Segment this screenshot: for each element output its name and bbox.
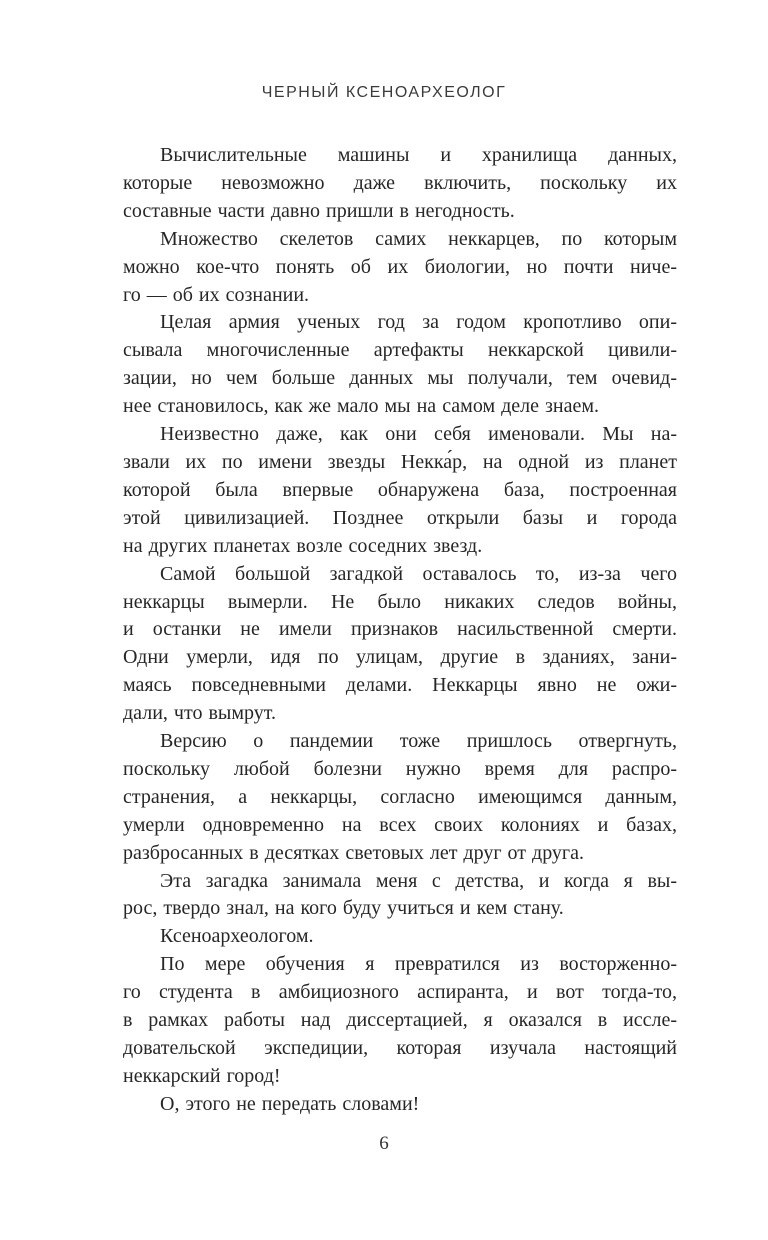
text-line: этой цивилизацией. Позднее открыли базы и города [123,506,677,529]
text-line: маясь повседневными делами. Неккарцы явно не ожи- [123,674,677,697]
text-line: сывала многочисленные артефакты неккарской цивили- [123,339,677,362]
text-line: Целая армия ученых год за годом кропотливо опи- [160,311,677,334]
text-line: Вычислительные машины и хранилища данных, [160,144,677,166]
text-line: О, этого не передать словами! [160,1092,420,1115]
paragraph [123,561,677,728]
text-line: довательской экспедиции, которая изучала настоящий [123,1037,677,1059]
text-line: которой была впервые обнаружена база, построенная [123,478,677,501]
text-line: Одни умерли, идя по улицам, другие в зданиях, зани- [123,646,677,669]
paragraph [123,923,677,951]
text-line: неккарский город! [123,1064,281,1087]
text-line: Самой большой загадкой оставалось то, из-за чего [160,562,677,585]
text-line: дали, что вымрут. [123,702,276,725]
text-line: звали их по имени звезды Некка́р, на одной из планет [123,450,677,473]
text-line: го — об их сознании. [123,283,310,306]
text-line: в рамках работы над диссертацией, я оказался в иссле- [123,1009,677,1032]
text-line: поскольку любой болезни нужно время для распро- [123,757,677,780]
paragraph [123,728,677,868]
paragraph [123,951,677,1091]
text-line: го студента в амбициозного аспиранта, и вот тогда-то, [123,981,677,1004]
text-line: Множество скелетов самих неккарцев, по которым [160,227,677,250]
body-text [123,142,677,1119]
text-line: Ксеноархеологом. [160,925,314,948]
text-line: Версию о пандемии тоже пришлось отвергнуть, [160,730,677,753]
chapter-header: ЧЕРНЫЙ КСЕНОАРХЕОЛОГ [261,84,507,101]
paragraph [123,1091,677,1119]
text-line: можно кое-что понять об их биологии, но почти ниче- [123,255,677,278]
text-line: которые невозможно даже включить, поскольку их [123,171,677,194]
paragraph [123,868,677,924]
text-line: умерли одновременно на всех своих колониях и базах, [123,813,677,836]
text-line: зации, но чем больше данных мы получали, тем очевид- [123,367,677,390]
text-line: странения, а неккарцы, согласно имеющимся данным, [123,785,677,808]
paragraph [123,142,677,226]
text-line: и останки не имели признаков насильственной смерти. [123,618,677,641]
text-line: составные части давно пришли в негодность. [123,199,515,222]
text-line: на других планетах возле соседних звезд. [123,534,483,557]
text-line: разбросанных в десятках световых лет друг от друга. [123,841,585,864]
paragraph [123,421,677,561]
text-line: Неизвестно даже, как они себя именовали. Мы на- [160,423,677,446]
paragraph [123,309,677,421]
text-line: неккарцы вымерли. Не было никаких следов войны, [123,590,677,613]
text-line: Эта загадка занимала меня с детства, и когда я вы- [160,869,677,892]
text-line: нее становилось, как же мало мы на самом деле знаем. [123,395,600,418]
page-number: 6 [379,1133,389,1154]
text-line: рос, твердо знал, на кого буду учиться и кем стану. [123,897,564,920]
text-line: По мере обучения я превратился из восторженно- [160,953,677,976]
paragraph [123,226,677,310]
